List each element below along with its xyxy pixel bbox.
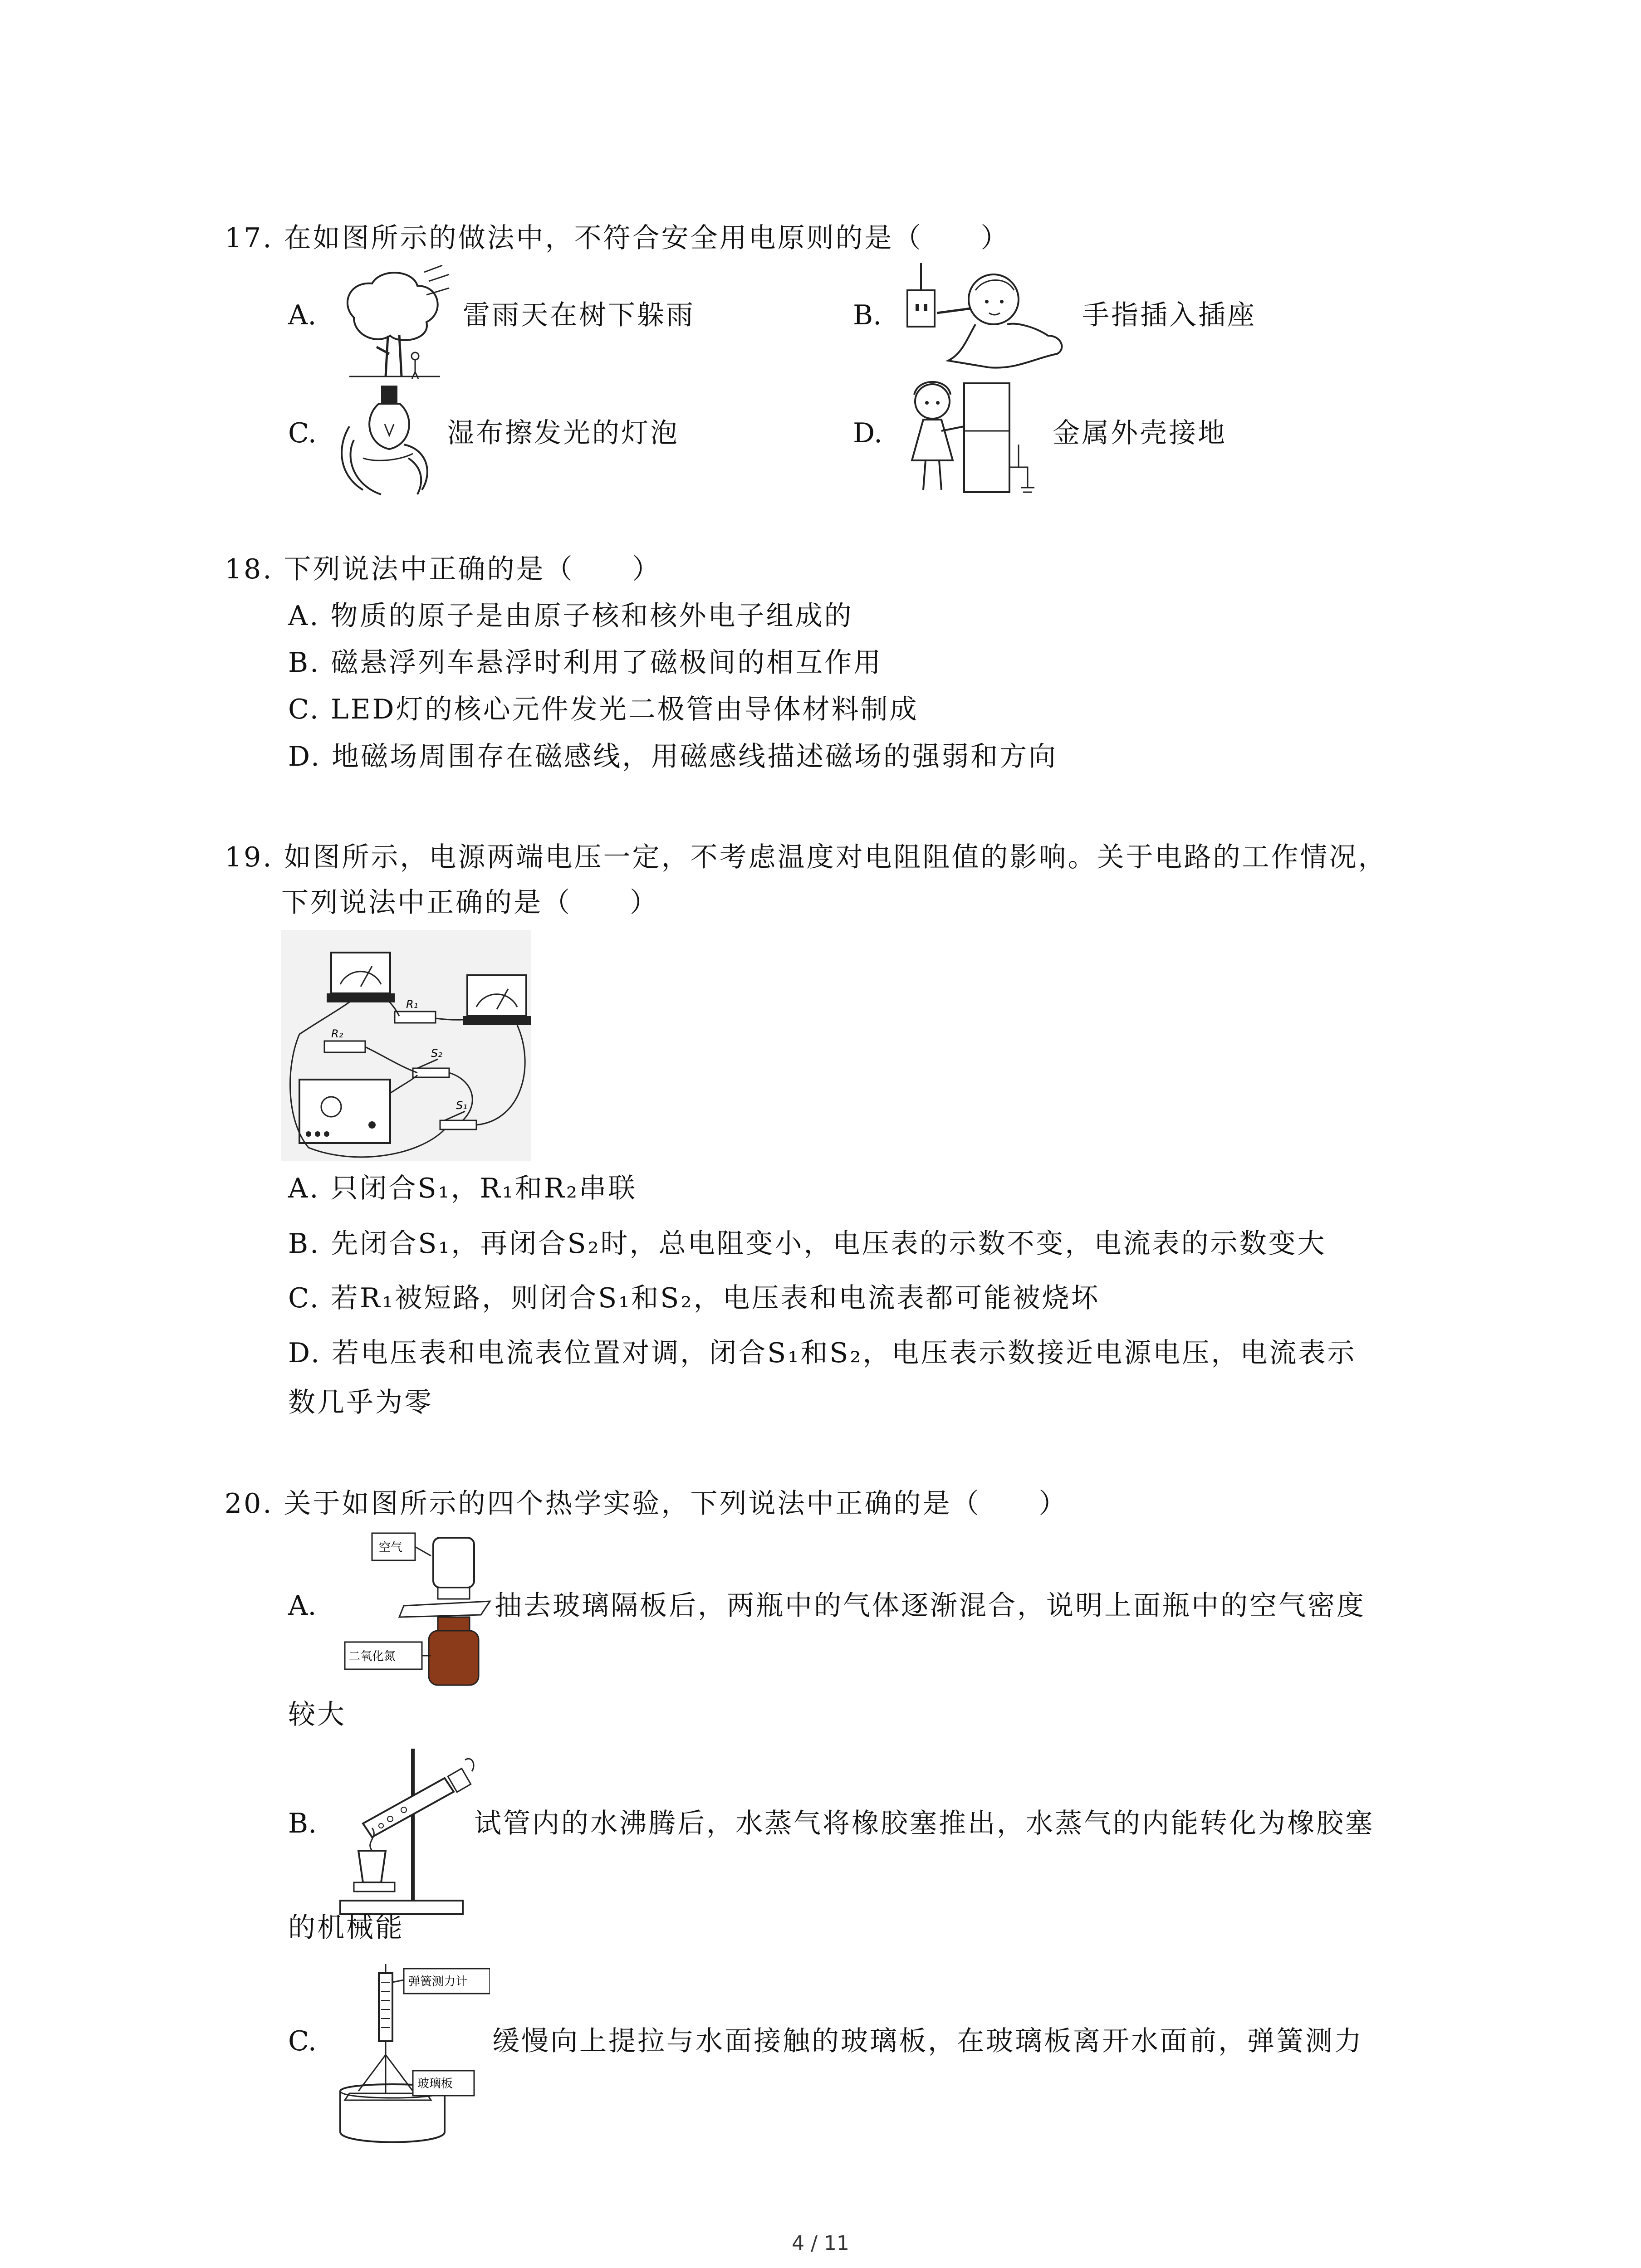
q17-option-b-text: 手指插入插座 (1082, 299, 1256, 331)
q20-c-top-label: 弹簧测力计 (408, 1975, 468, 1989)
spring-scale-glass-plate-icon (336, 1964, 490, 2155)
circuit-diagram (281, 930, 531, 1161)
q18-option-d: D. 地磁场周围存在磁感线，用磁感线描述磁场的强弱和方向 (288, 741, 1058, 772)
q18-option-c: C. LED灯的核心元件发光二极管由导体材料制成 (288, 694, 919, 725)
q17-option-d-text: 金属外壳接地 (1053, 417, 1227, 449)
switch-s2-icon (413, 1068, 449, 1077)
q18-option-b: B. 磁悬浮列车悬浮时利用了磁极间的相互作用 (288, 647, 883, 679)
test-tube-boiling-icon (336, 1746, 481, 1919)
q20-a-bottom-label: 二氧化氮 (348, 1650, 396, 1663)
r1-label: R₁ (406, 998, 418, 1011)
q18-stem: 18. 下列说法中正确的是（ ） (225, 553, 661, 585)
hand-bulb-icon (336, 381, 445, 499)
q20-option-c-text: 缓慢向上提拉与水面接触的玻璃板，在玻璃板离开水面前，弹簧测力 (492, 2025, 1363, 2057)
q19-option-b: B. 先闭合S₁，再闭合S₂时，总电阻变小，电压表的示数不变，电流表的示数变大 (288, 1228, 1327, 1260)
tree-rain-icon (336, 263, 454, 381)
q19-option-a: A. 只闭合S₁，R₁和R₂串联 (288, 1173, 637, 1204)
q17-option-c-text: 湿布擦发光的灯泡 (447, 417, 679, 449)
q19-stem-line1: 19. 如图所示，电源两端电压一定，不考虑温度对电阻阻值的影响。关于电路的工作情况， (225, 841, 1387, 873)
q20-stem: 20. 关于如图所示的四个热学实验，下列说法中正确的是（ ） (225, 1488, 1068, 1520)
q20-option-b-continued: 的机械能 (288, 1912, 404, 1944)
voltmeter-icon (463, 975, 531, 1025)
q20-a-top-label: 空气 (379, 1541, 403, 1554)
page-number: 4 / 11 (792, 2232, 849, 2255)
q20-option-a-continued: 较大 (288, 1699, 346, 1730)
q20-option-b-text: 试管内的水沸腾后，水蒸气将橡胶塞推出，水蒸气的内能转化为橡胶塞 (474, 1808, 1374, 1839)
switch-s1-icon (440, 1120, 476, 1129)
q19-option-d-continued: 数几乎为零 (288, 1387, 433, 1418)
gas-diffusion-bottles-icon (336, 1529, 495, 1692)
resistor-r2-icon (324, 1041, 365, 1052)
s1-label: S₁ (456, 1099, 467, 1112)
q17-option-d-label: D. (853, 417, 883, 449)
q19-stem-line2: 下列说法中正确的是（ ） (281, 887, 659, 919)
child-socket-icon (898, 263, 1071, 376)
q20-c-bottom-label: 玻璃板 (417, 2077, 453, 2091)
q20-option-a-label: A. (288, 1590, 317, 1622)
girl-fridge-icon (896, 376, 1046, 499)
resistor-r1-icon (395, 1012, 436, 1023)
power-supply-icon (299, 1080, 390, 1143)
r2-label: R₂ (331, 1027, 343, 1040)
q20-option-c-label: C. (288, 2025, 317, 2057)
q20-option-a-text: 抽去玻璃隔板后，两瓶中的气体逐渐混合，说明上面瓶中的空气密度 (495, 1590, 1366, 1622)
q17-option-c-label: C. (288, 417, 317, 449)
q18-option-a: A. 物质的原子是由原子核和核外电子组成的 (288, 600, 853, 632)
q17-option-a-text: 雷雨天在树下躲雨 (463, 299, 695, 331)
q19-option-c: C. 若R₁被短路，则闭合S₁和S₂，电压表和电流表都可能被烧坏 (288, 1282, 1100, 1314)
q17-stem: 17. 在如图所示的做法中，不符合安全用电原则的是（ ） (225, 222, 1010, 254)
q17-option-b-label: B. (853, 299, 882, 331)
q19-option-d: D. 若电压表和电流表位置对调，闭合S₁和S₂，电压表示数接近电源电压，电流表示 (288, 1337, 1357, 1369)
ammeter-icon (327, 953, 395, 1002)
q17-option-a-label: A. (288, 299, 317, 331)
q20-option-b-label: B. (288, 1808, 317, 1839)
s2-label: S₂ (431, 1047, 442, 1060)
